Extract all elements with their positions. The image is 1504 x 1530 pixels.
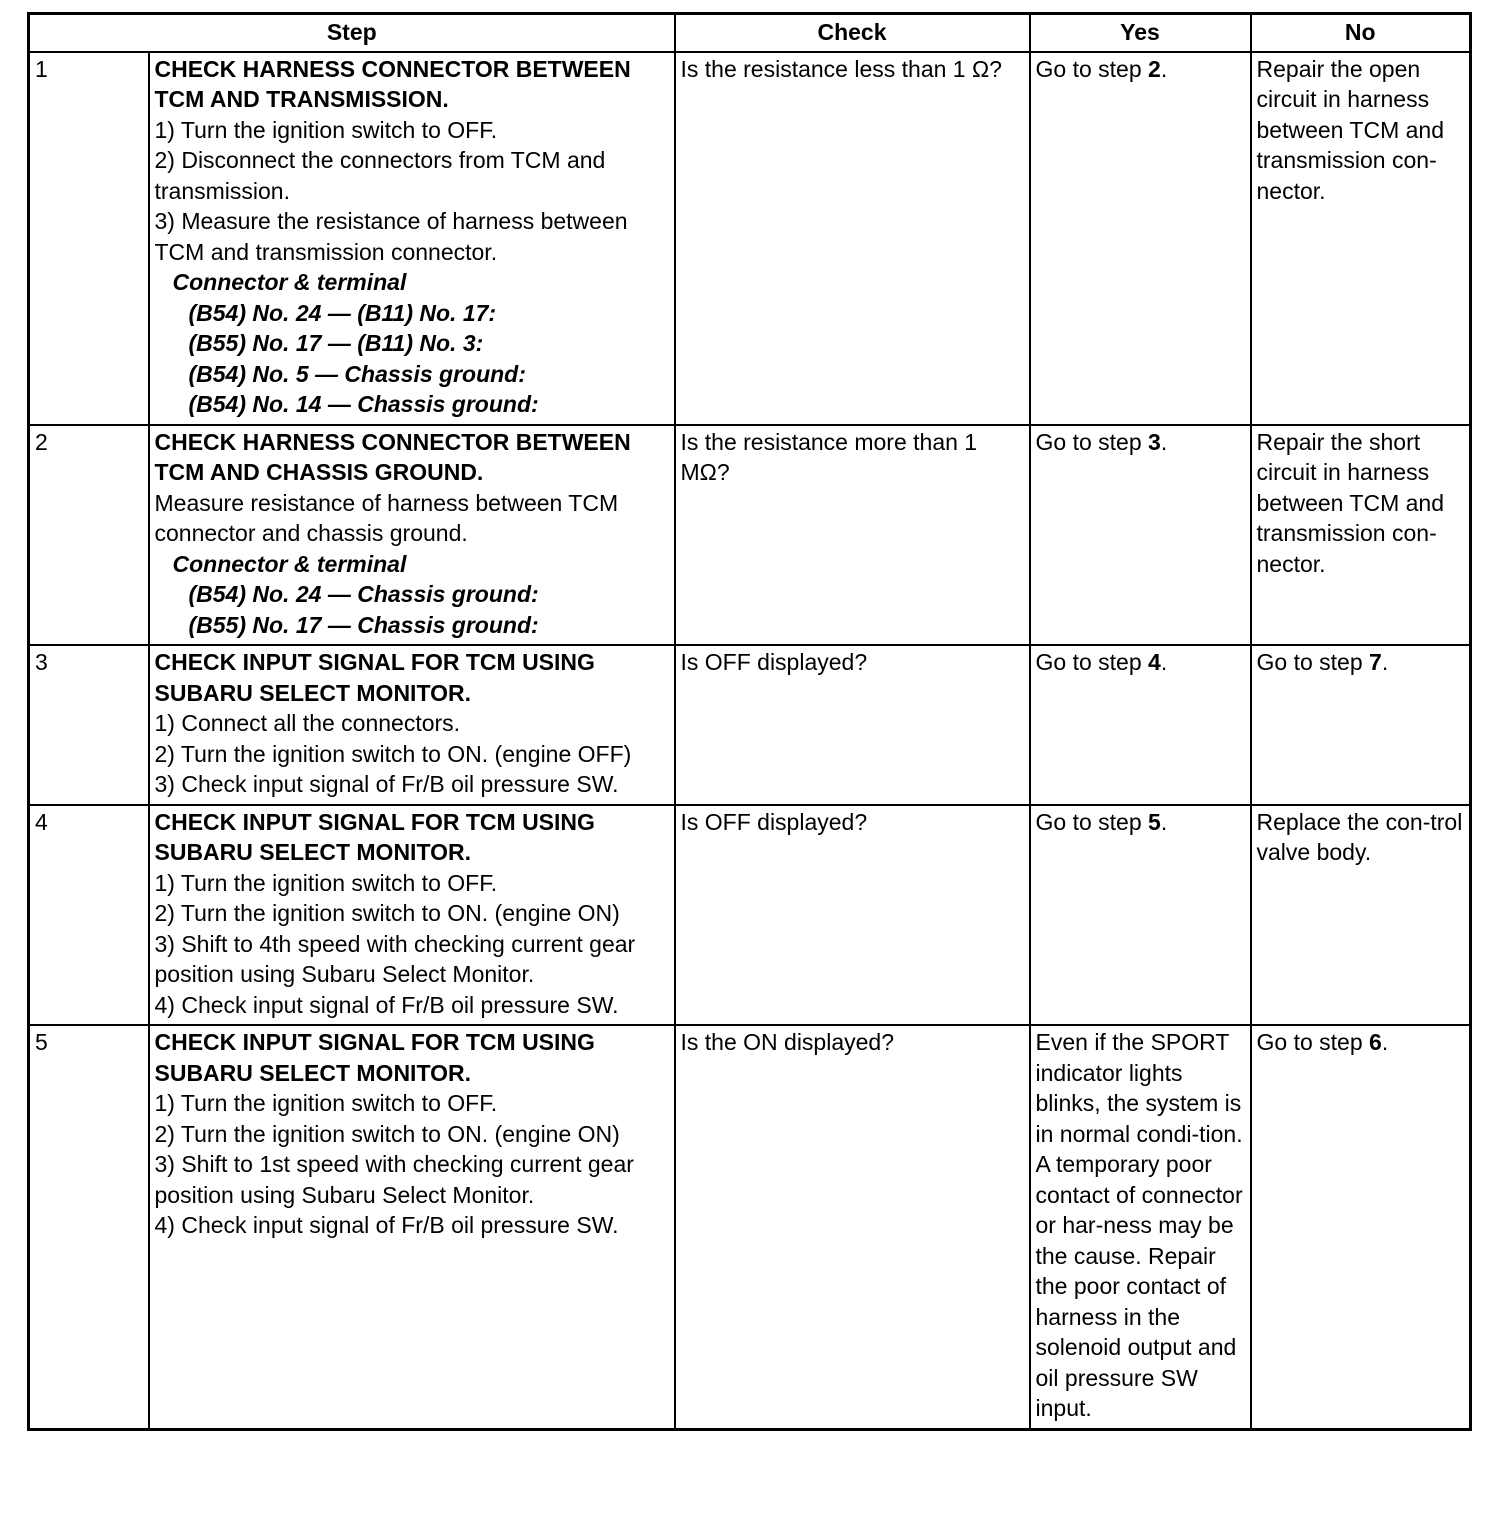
step-line: 1) Turn the ignition switch to OFF. [154,869,498,896]
yes-cell [1030,645,1251,805]
yes-text: Go to step [1035,428,1149,455]
table-row [29,425,1471,646]
step-line: 3) Check input signal of Fr/B oil pressure SW. [154,771,619,797]
check-cell: Is OFF displayed? [675,805,1030,1026]
step-line: 3) Measure the resistance of harness between TCM and transmission connector. [154,208,628,265]
step-line: 3) Shift to 4th speed with checking current gear position using Subaru Select Monitor. [154,930,636,987]
terminal-spec: (B54) No. 24 — Chassis ground: [188,581,539,607]
header-yes: Yes [1030,14,1251,52]
step-line: Measure resistance of harness between TCM connector and chassis ground. [154,489,619,546]
terminal-spec: (B54) No. 24 — (B11) No. 17: [188,299,497,326]
step-content [149,52,675,425]
yes-step-ref: 4 [1148,649,1161,675]
yes-step-ref: 2 [1148,55,1161,82]
yes-cell [1030,52,1251,425]
step-title: CHECK HARNESS CONNECTOR BETWEEN TCM AND TRANSMISSION. [154,55,631,112]
step-line: 1) Connect all the connectors. [154,710,461,736]
table-row [29,805,1471,1026]
yes-step-ref: 3 [1148,428,1161,455]
table-row [29,52,1471,425]
step-line: 1) Turn the ignition switch to OFF. [154,116,498,143]
connector-label: Connector & terminal [172,550,407,577]
diagnostic-table [27,12,1472,1431]
yes-end: . [1160,649,1168,675]
terminal-spec: (B55) No. 17 — Chassis ground: [188,611,539,638]
header-no: No [1251,14,1471,52]
no-cell [1251,1025,1471,1429]
step-number: 3 [29,645,149,805]
step-number: 4 [29,805,149,1026]
no-end: . [1381,649,1389,675]
step-number: 1 [29,52,149,425]
no-cell: Repair the open circuit in harness between TCM and transmission con-nector. [1251,52,1471,425]
no-cell: Repair the short circuit in harness between TCM and transmission con-nector. [1251,425,1471,646]
step-content [149,805,675,1026]
no-step-ref: 7 [1369,649,1382,675]
yes-end: . [1160,55,1168,82]
yes-end: . [1160,808,1168,835]
yes-text: Go to step [1035,808,1149,835]
no-text: Go to step [1256,1029,1370,1055]
step-line: 2) Turn the ignition switch to ON. (engine ON) [154,900,620,926]
yes-text: Go to step [1035,55,1149,82]
yes-cell: Even if the SPORT indicator lights blinks, the system is in normal condi-tion. A temporary poor contact of connector or har-ness may be the cause. Repair the poor contact of harness in the solenoid output and oil pressure SW input. [1030,1025,1251,1429]
step-number: 2 [29,425,149,646]
terminal-spec: (B54) No. 14 — Chassis ground: [188,391,539,417]
step-title: CHECK INPUT SIGNAL FOR TCM USING SUBARU SELECT MONITOR. [154,1029,595,1086]
table-row [29,645,1471,805]
yes-step-ref: 5 [1148,808,1161,835]
step-line: 2) Disconnect the connectors from TCM and transmission. [154,147,606,204]
check-cell: Is OFF displayed? [675,645,1030,805]
no-step-ref: 6 [1369,1029,1382,1055]
yes-text: Go to step [1035,649,1149,675]
yes-cell [1030,805,1251,1026]
terminal-spec: (B54) No. 5 — Chassis ground: [188,360,526,387]
step-title: CHECK INPUT SIGNAL FOR TCM USING SUBARU SELECT MONITOR. [154,808,595,865]
header-row [29,14,1471,52]
table-row [29,1025,1471,1429]
no-cell [1251,645,1471,805]
step-content [149,1025,675,1429]
yes-end: . [1160,428,1168,455]
step-title: CHECK INPUT SIGNAL FOR TCM USING SUBARU SELECT MONITOR. [154,649,595,706]
step-title: CHECK HARNESS CONNECTOR BETWEEN TCM AND CHASSIS GROUND. [154,428,631,485]
step-line: 2) Turn the ignition switch to ON. (engine OFF) [154,740,632,767]
header-step: Step [29,14,675,52]
step-line: 1) Turn the ignition switch to OFF. [154,1090,498,1116]
step-line: 4) Check input signal of Fr/B oil pressure SW. [154,1212,619,1238]
step-content [149,425,675,646]
header-check: Check [675,14,1030,52]
no-cell: Replace the con-trol valve body. [1251,805,1471,1026]
no-text: Go to step [1256,649,1370,675]
step-line: 4) Check input signal of Fr/B oil pressure SW. [154,991,619,1018]
check-cell: Is the resistance more than 1 MΩ? [675,425,1030,646]
check-cell: Is the ON displayed? [675,1025,1030,1429]
step-number: 5 [29,1025,149,1429]
connector-label: Connector & terminal [172,269,407,295]
yes-cell [1030,425,1251,646]
terminal-spec: (B55) No. 17 — (B11) No. 3: [188,330,484,356]
step-content [149,645,675,805]
no-end: . [1381,1029,1389,1055]
check-cell: Is the resistance less than 1 Ω? [675,52,1030,425]
step-line: 3) Shift to 1st speed with checking current gear position using Subaru Select Monitor. [154,1151,634,1208]
step-line: 2) Turn the ignition switch to ON. (engine ON) [154,1120,620,1147]
